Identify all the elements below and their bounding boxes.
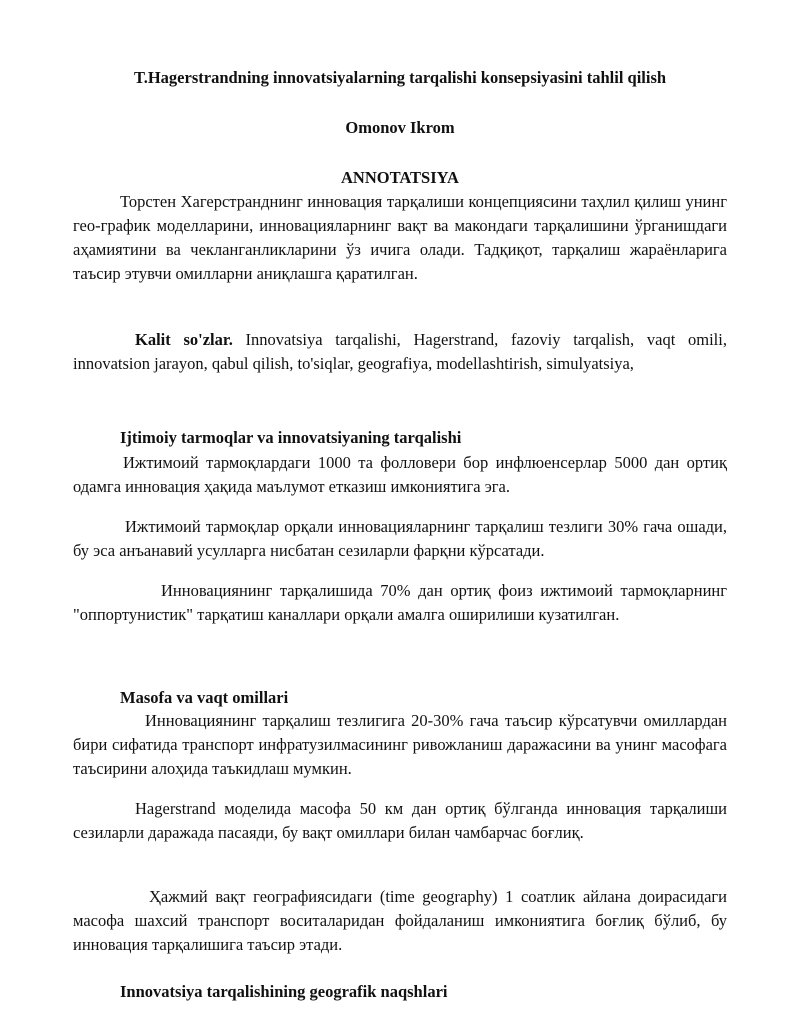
keywords-paragraph	[73, 328, 727, 376]
paragraph-time-geography: Ҳажмий вақт географиясидаги (time geography) 1 соатлик айлана доирасидаги масофа шахсий транспорт воситаларидан фойдаланиш имкониятига боғлиқ бўлиб, бу инновация тарқалишига таъсир этади.	[73, 887, 727, 954]
paragraph-influencers: Ижтимоий тармоқлардаги 1000 та фолловери бор инфлюенсерлар 5000 дан ортиқ одамга инновация ҳақида маълумот етказиш имкониятига эга.	[73, 453, 727, 496]
annotation-heading: ANNOTATSIYA	[341, 168, 459, 187]
paragraph-speed-increase: Ижтимоий тармоқлар орқали инновацияларнинг тарқалиш тезлиги 30% гача ошади, бу эса анъанавий усулларга нисбатан сезиларли фарқни кўрсатади.	[73, 517, 727, 560]
section-heading-social-networks: Ijtimoiy tarmoqlar va innovatsiyaning tarqalishi	[120, 428, 462, 447]
section-heading-distance-time: Masofa va vaqt omillari	[120, 688, 289, 707]
paragraph-opportunistic-channels: Инновациянинг тарқалишида 70% дан ортиқ фоиз ижтимоий тармоқларнинг "оппортунистик" тарқатиш каналлари орқали амалга оширилиши кузатилган.	[73, 581, 727, 624]
keywords-label: Kalit so'zlar.	[135, 330, 233, 349]
paragraph-hagerstrand-distance: Hagerstrand моделида масофа 50 км дан ортиқ бўлганда инновация тарқалиши сезиларли даражада пасаяди, бу вақт омиллари билан чамбарчас боғлиқ.	[73, 799, 727, 842]
abstract-paragraph: Торстен Хагерстранднинг инновация тарқалиши концепциясини таҳлил қилиш унинг гео-график моделларини, инновацияларнинг вақт ва макондаги тарқалишини ўрганишдаги аҳамиятини ва чекланганликларини ўз ичига олади. Тадқиқот, тарқалиш жараёнларига таъсир этувчи омилларни аниқлашга қаратилган.	[73, 192, 727, 283]
keywords-text: Innovatsiya tarqalishi, Hagerstrand, fazoviy tarqalish, vaqt omili, innovatsion jarayon, qabul qilish, to'siqlar, geografiya, modellashtirish, simulyatsiya,	[73, 330, 727, 373]
document-title: T.Hagerstrandning innovatsiyalarning tarqalishi konsepsiyasini tahlil qilish	[133, 68, 667, 87]
section-heading-geographic-patterns: Innovatsiya tarqalishining geografik naqshlari	[120, 982, 448, 1001]
paragraph-transport-infrastructure: Инновациянинг тарқалиш тезлигига 20-30% гача таъсир кўрсатувчи омиллардан бири сифатида транспорт инфратузилмасининг ривожланиш даражасини ва унинг масофага таъсирини алоҳида таъкидлаш мумкин.	[73, 711, 727, 778]
author-name: Omonov Ikrom	[345, 118, 455, 137]
